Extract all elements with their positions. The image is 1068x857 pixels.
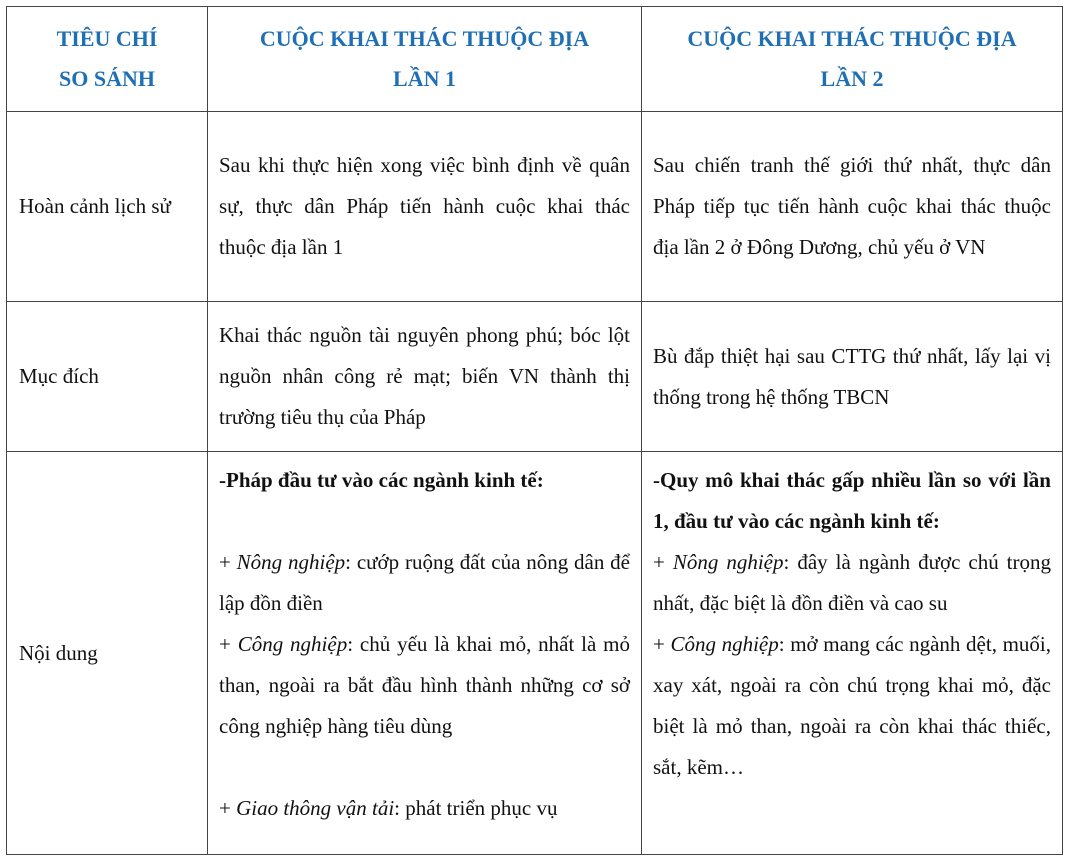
content-heading: -Quy mô khai thác gấp nhiều lần so với lần 1, đầu tư vào các ngành kinh tế: [653,468,1051,533]
cell-lan1: Khai thác nguồn tài nguyên phong phú; bóc lột nguồn nhân công rẻ mạt; biến VN thành thị trường tiêu thụ của Pháp [208,302,642,452]
list-item: + Giao thông vận tải: phát triển phục vụ [219,796,558,820]
list-item: + Nông nghiệp: cướp ruộng đất của nông dân để lập đồn điền [219,550,631,615]
list-item: + Công nghiệp: chủ yếu là khai mỏ, nhất là mỏ than, ngoài ra bắt đầu hình thành những cơ sở công nghiệp hàng tiêu dùng [219,632,630,738]
cell-lan2 [642,452,1063,855]
cell-lan1: Sau khi thực hiện xong việc bình định về quân sự, thực dân Pháp tiến hành cuộc khai thác thuộc địa lần 1 [208,112,642,302]
header-criteria: TIÊU CHÍ SO SÁNH [7,7,208,112]
table-row-content [7,452,1063,855]
cell-lan2: Bù đắp thiệt hại sau CTTG thứ nhất, lấy lại vị thống trong hệ thống TBCN [642,302,1063,452]
table-row-historical-context [7,112,1063,302]
header-lan1: CUỘC KHAI THÁC THUỘC ĐỊA LẦN 1 [208,7,642,112]
cell-lan1 [208,452,642,855]
row-label: Nội dung [7,452,208,855]
list-item: + Công nghiệp: mở mang các ngành dệt, muối, xay xát, ngoài ra còn chú trọng khai mỏ, đặc biệt là mỏ than, ngoài ra còn khai thác thiếc, sắt, kẽm… [653,632,1051,779]
header-row [7,7,1063,112]
cell-lan2: Sau chiến tranh thế giới thứ nhất, thực dân Pháp tiếp tục tiến hành cuộc khai thác thuộc địa lần 2 ở Đông Dương, chủ yếu ở VN [642,112,1063,302]
content-heading: -Pháp đầu tư vào các ngành kinh tế: [219,468,544,492]
row-label: Mục đích [7,302,208,452]
table-row-purpose [7,302,1063,452]
header-lan2: CUỘC KHAI THÁC THUỘC ĐỊA LẦN 2 [642,7,1063,112]
comparison-table [6,6,1063,855]
row-label: Hoàn cảnh lịch sử [7,112,208,302]
list-item: + Nông nghiệp: đây là ngành được chú trọng nhất, đặc biệt là đồn điền và cao su [653,550,1052,615]
